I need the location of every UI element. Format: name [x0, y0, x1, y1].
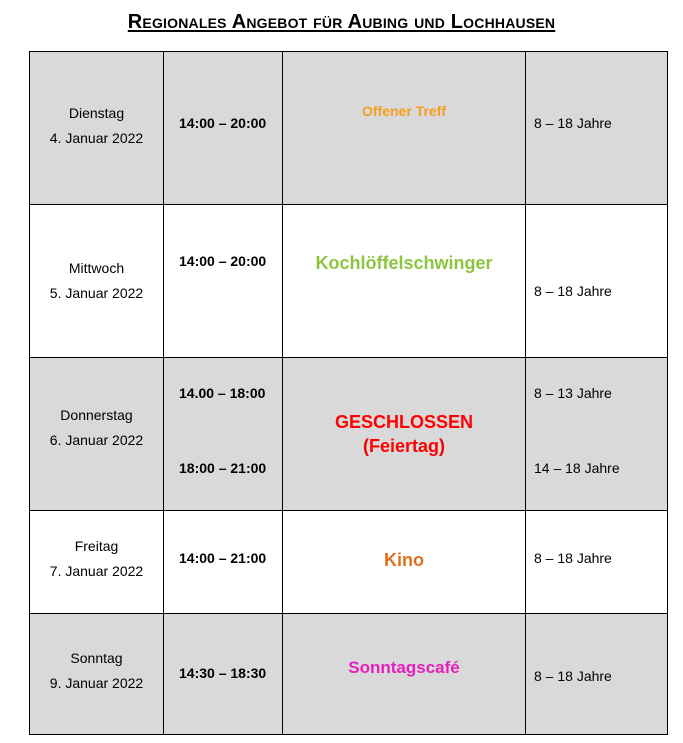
weekday-label: Mittwoch [68, 260, 125, 276]
age-cell [526, 205, 668, 358]
schedule-table [29, 51, 668, 735]
table-row [30, 614, 668, 735]
date-label: 7. Januar 2022 [49, 563, 144, 579]
date-label: 4. Januar 2022 [49, 130, 144, 146]
activity-cell [283, 614, 526, 735]
activity-cell [283, 511, 526, 614]
activity-label: Kino [384, 549, 424, 570]
activity-label: Sonntagscafé [348, 658, 460, 677]
age-label: 14 – 18 Jahre [534, 460, 620, 476]
age-cell [526, 358, 668, 511]
age-cell [526, 511, 668, 614]
time-cell [164, 358, 283, 511]
time-cell [164, 205, 283, 358]
activity-label: Kochlöffelschwinger [315, 253, 493, 273]
day-cell [30, 205, 164, 358]
age-label: 8 – 18 Jahre [534, 668, 612, 684]
age-label: 8 – 18 Jahre [534, 550, 612, 566]
time-label: 14.00 – 18:00 [179, 385, 266, 401]
time-cell [164, 511, 283, 614]
date-label: 5. Januar 2022 [49, 285, 144, 301]
time-label: 14:30 – 18:30 [179, 665, 267, 681]
age-label: 8 – 18 Jahre [534, 283, 612, 299]
table-row [30, 358, 668, 511]
day-cell [30, 52, 164, 205]
day-cell [30, 358, 164, 511]
time-label: 14:00 – 20:00 [179, 253, 267, 269]
closed-label: GESCHLOSSEN [334, 412, 474, 432]
time-cell [164, 52, 283, 205]
date-label: 6. Januar 2022 [49, 432, 144, 448]
activity-cell [283, 358, 526, 511]
activity-cell [283, 52, 526, 205]
age-cell [526, 52, 668, 205]
age-label: 8 – 13 Jahre [534, 385, 612, 401]
weekday-label: Dienstag [68, 105, 125, 121]
date-label: 9. Januar 2022 [49, 675, 144, 691]
table-row [30, 511, 668, 614]
age-cell [526, 614, 668, 735]
time-label: 14:00 – 20:00 [179, 115, 267, 131]
activity-label: Offener Treff [361, 103, 446, 119]
weekday-label: Donnerstag [60, 407, 133, 423]
holiday-label: (Feiertag) [362, 436, 445, 456]
weekday-label: Freitag [74, 538, 119, 554]
time-cell [164, 614, 283, 735]
age-label: 8 – 18 Jahre [534, 115, 612, 131]
table-row [30, 205, 668, 358]
time-label: 14:00 – 21:00 [179, 550, 267, 566]
weekday-label: Sonntag [70, 650, 123, 666]
time-label: 18:00 – 21:00 [179, 460, 267, 476]
day-cell [30, 511, 164, 614]
table-row [30, 52, 668, 205]
day-cell [30, 614, 164, 735]
activity-cell [283, 205, 526, 358]
page-title: Regionales Angebot für Aubing und Lochhausen [127, 11, 556, 33]
